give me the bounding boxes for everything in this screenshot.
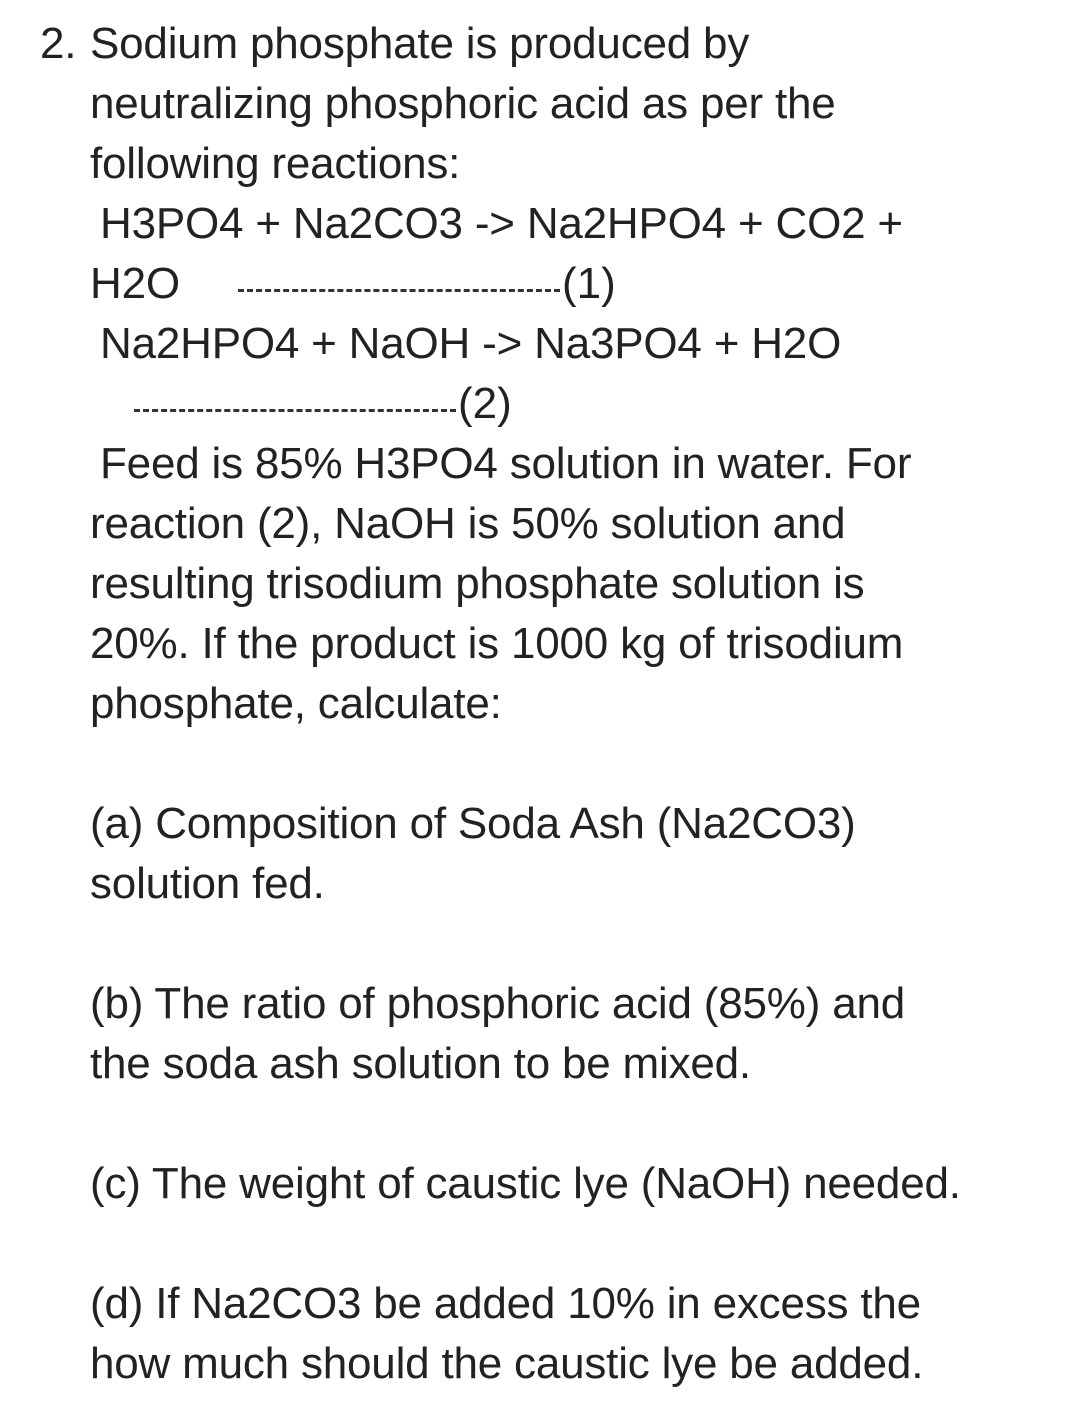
part-b-line-2: the soda ash solution to be mixed. <box>90 1039 751 1088</box>
part-d-line-2: how much should the caustic lye be added. <box>90 1339 924 1388</box>
intro-line-2: neutralizing phosphoric acid as per the <box>90 79 836 128</box>
part-a-line-1: (a) Composition of Soda Ash (Na2CO3) <box>90 799 856 848</box>
feed-line-5: phosphate, calculate: <box>90 679 502 728</box>
part-a-line-2: solution fed. <box>90 859 325 908</box>
part-c-line-1: (c) The weight of caustic lye (NaOH) needed. <box>90 1159 961 1208</box>
part-d-line-1: (d) If Na2CO3 be added 10% in excess the <box>90 1279 921 1328</box>
intro-line-3: following reactions: <box>90 139 461 188</box>
reaction-2-dash-leader <box>134 409 456 412</box>
intro-line-1: Sodium phosphate is produced by <box>90 19 750 68</box>
feed-line-4: 20%. If the product is 1000 kg of trisodium <box>90 619 904 668</box>
part-b-line-1: (b) The ratio of phosphoric acid (85%) and <box>90 979 906 1028</box>
feed-line-1: Feed is 85% H3PO4 solution in water. For <box>100 439 912 488</box>
feed-line-3: resulting trisodium phosphate solution is <box>90 559 865 608</box>
reaction-1-line-b: H2O <box>90 259 180 308</box>
reaction-2-tag: (2) <box>458 379 512 428</box>
reaction-2-line-a: Na2HPO4 + NaOH -> Na3PO4 + H2O <box>100 319 842 368</box>
feed-line-2: reaction (2), NaOH is 50% solution and <box>90 499 846 548</box>
question-number: 2. <box>40 19 77 68</box>
reaction-1-line-a: H3PO4 + Na2CO3 -> Na2HPO4 + CO2 + <box>100 199 903 248</box>
reaction-1-tag: (1) <box>562 259 616 308</box>
reaction-1-dash-leader <box>238 289 560 292</box>
